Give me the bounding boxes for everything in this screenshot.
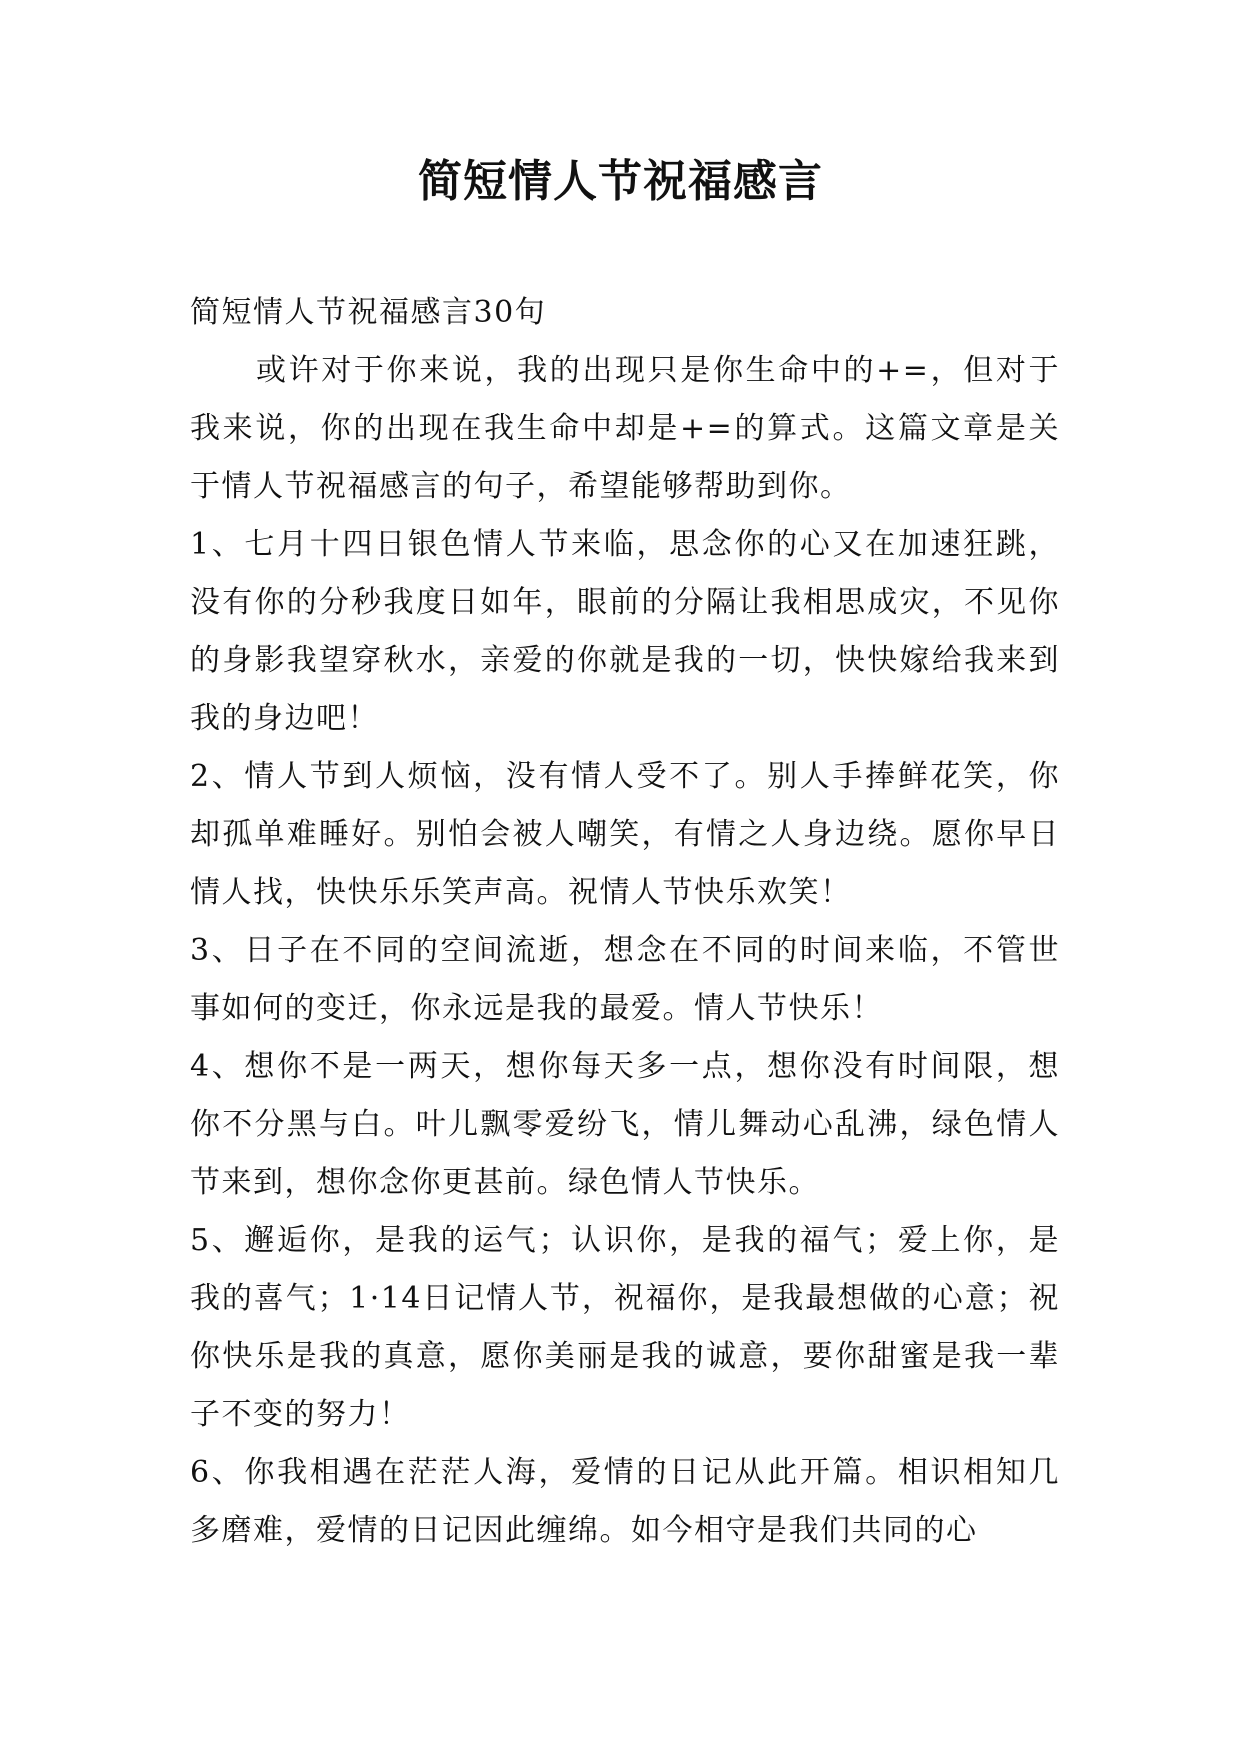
document-subtitle: 简短情人节祝福感言30句 — [190, 295, 547, 330]
intro-paragraph: 或许对于你来说，我的出现只是你生命中的+=，但对于我来说，你的出现在我生命中却是+=的算式。这篇文章是关于情人节祝福感言的句子，希望能够帮助到你。 — [190, 353, 1060, 504]
document-body — [190, 284, 1060, 1560]
list-item: 3、日子在不同的空间流逝，想念在不同的时间来临，不管世事如何的变迁，你永远是我的最爱。情人节快乐！ — [190, 933, 1060, 1026]
list-item: 5、邂逅你，是我的运气；认识你，是我的福气；爱上你，是我的喜气；1·14日记情人节，祝福你，是我最想做的心意；祝你快乐是我的真意，愿你美丽是我的诚意，要你甜蜜是我一辈子不变的努力！ — [190, 1223, 1060, 1432]
document-title: 简短情人节祝福感言 — [418, 156, 823, 207]
list-item: 4、想你不是一两天，想你每天多一点，想你没有时间限，想你不分黑与白。叶儿飘零爱纷飞，情儿舞动心乱沸，绿色情人节来到，想你念你更甚前。绿色情人节快乐。 — [190, 1049, 1060, 1200]
list-item: 1、七月十四日银色情人节来临，思念你的心又在加速狂跳，没有你的分秒我度日如年，眼前的分隔让我相思成灾，不见你的身影我望穿秋水，亲爱的你就是我的一切，快快嫁给我来到我的身边吧！ — [190, 527, 1060, 736]
list-item: 6、你我相遇在茫茫人海，爱情的日记从此开篇。相识相知几多磨难，爱情的日记因此缠绵。如今相守是我们共同的心 — [190, 1455, 1060, 1548]
list-item: 2、情人节到人烦恼，没有情人受不了。别人手捧鲜花笑，你却孤单难睡好。别怕会被人嘲笑，有情之人身边绕。愿你早日情人找，快快乐乐笑声高。祝情人节快乐欢笑！ — [190, 759, 1060, 910]
